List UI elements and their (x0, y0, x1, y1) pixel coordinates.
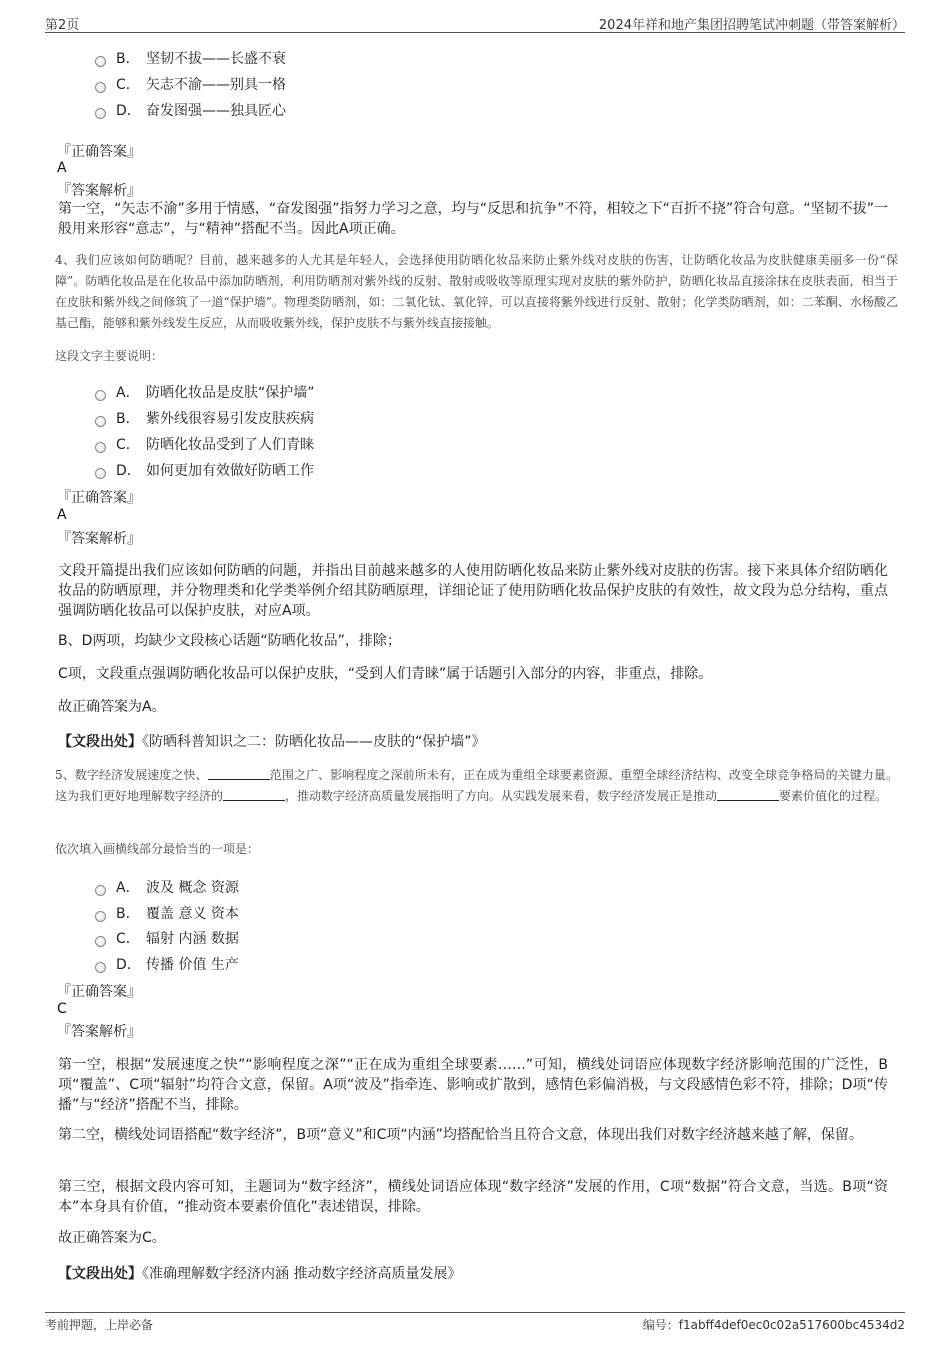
page-number: 第2页 (45, 18, 80, 33)
q3-option-c[interactable]: C． 矢志不渝——别具一格 (95, 74, 286, 94)
radio-icon[interactable] (95, 911, 106, 922)
q5-option-c[interactable]: C． 辐射 内涵 数据 (95, 928, 239, 948)
source-title: 《准确理解数字经济内涵 推动数字经济高质量发展》 (142, 1266, 462, 1282)
radio-icon[interactable] (95, 416, 106, 427)
radio-icon[interactable] (95, 390, 106, 401)
q5-stem: 5、数字经济发展速度之快、 范围之广、影响程度之深前所未有，正在成为重组全球要素资源、重塑全球经济结构、改变全球竞争格局的关键力量。这为我们更好地理解数字经济的 ，推动数字经济高质量发展指明了方向。从实践发展来看，数字经济发展正是推动 要素价值化的过程。 (55, 768, 898, 803)
q3-analysis: 第一空，“矢志不渝”多用于情感，“奋发图强”指努力学习之意，均与“反思和抗争”不符，相较之下“百折不挠”符合句意。“坚韧不拔”一般用来形容“意志”，与“精神”搭配不当。因此A项正确。 (58, 201, 888, 237)
radio-icon[interactable] (95, 936, 106, 947)
q4-analysis-1: 文段开篇提出我们应该如何防晒的问题，并指出目前越来越多的人使用防晒化妆品来防止紫外线对皮肤的伤害。接下来具体介绍防晒化妆品的防晒原理，并分物理类和化学类举例介绍其防晒原理，详细论证了使用防晒化妆品保护皮肤的有效性，故文段为总分结构，重点强调防晒化妆品可以保护皮肤，对应A项。 (58, 563, 888, 619)
q3-option-b[interactable]: B． 坚韧不拔——长盛不衰 (95, 48, 286, 68)
q4-analysis-2: B、D两项，均缺少文段核心话题“防晒化妆品”，排除； (58, 633, 401, 649)
fill-blank (223, 788, 285, 801)
footer-slogan: 考前押题，上岸必备 (45, 1318, 154, 1332)
q5-source (58, 1263, 461, 1283)
q4-option-b[interactable]: B． 紫外线很容易引发皮肤疾病 (95, 408, 314, 428)
q4-analysis-3: C项，文段重点强调防晒化妆品可以保护皮肤，“受到人们青睐”属于话题引入部分的内容，非重点，排除。 (58, 666, 713, 682)
source-tag: 【文段出处】 (58, 734, 142, 750)
q4-option-d[interactable]: D． 如何更加有效做好防晒工作 (95, 460, 314, 480)
q5-option-a[interactable]: A． 波及 概念 资源 (95, 877, 239, 897)
analysis-label: 『答案解析』 (57, 1024, 141, 1040)
radio-icon[interactable] (95, 82, 106, 93)
correct-answer-label: 『正确答案』 (57, 490, 141, 506)
q4-analysis-4: 故正确答案为A。 (58, 699, 166, 715)
radio-icon[interactable] (95, 885, 106, 896)
q5-analysis-2: 第二空，横线处词语搭配“数字经济”，B项“意义”和C项“内涵”均搭配恰当且符合文意，体现出我们对数字经济越来越了解，保留。 (58, 1127, 863, 1143)
radio-icon[interactable] (95, 108, 106, 119)
radio-icon[interactable] (95, 442, 106, 453)
q3-answer: A (57, 160, 67, 176)
source-title: 《防晒科普知识之二：防晒化妆品——皮肤的“保护墙”》 (142, 734, 486, 750)
q5-analysis-1: 第一空，根据“发展速度之快”“影响程度之深”“正在成为重组全球要素……”可知，横线处词语应体现数字经济影响范围的广泛性，B项“覆盖”、C项“辐射”均符合文意，保留。A项“波及”指牵连、影响或扩散到，感情色彩偏消极，与文段感情色彩不符，排除；D项“传播”与“经济”搭配不当，排除。 (58, 1057, 888, 1113)
q5-option-d[interactable]: D． 传播 价值 生产 (95, 954, 239, 974)
page-header (45, 10, 905, 33)
q4-prompt: 这段文字主要说明： (55, 349, 164, 363)
q5-answer: C (57, 1001, 67, 1017)
page-footer (45, 1312, 905, 1337)
analysis-label: 『答案解析』 (57, 531, 141, 547)
correct-answer-label: 『正确答案』 (57, 984, 141, 1000)
source-tag: 【文段出处】 (58, 1266, 142, 1282)
radio-icon[interactable] (95, 56, 106, 67)
fill-blank (717, 788, 779, 801)
document-id: 编号：f1abff4def0ec0c02a517600bc4534d2 (642, 1318, 905, 1332)
q5-prompt: 依次填入画横线部分最恰当的一项是： (55, 842, 260, 856)
q4-stem: 4、我们应该如何防晒呢？目前，越来越多的人尤其是年轻人，会选择使用防晒化妆品来防止紫外线对皮肤的伤害，让防晒化妆品为皮肤健康美丽多一份“保障”。防晒化妆品是在化妆品中添加防晒剂，利用防晒剂对紫外线的反射、散射或吸收等原理实现对皮肤的紫外防护，防晒化妆品直接涂抹在皮肤表面，相当于在皮肤和紫外线之间修筑了一道“保护墙”。物理类防晒剂，如：二氧化钛、氧化锌，可以直接将紫外线进行反射、散射；化学类防晒剂，如：二苯酮、水杨酸乙基己酯，能够和紫外线发生反应，从而吸收紫外线，保护皮肤不与紫外线直接接触。 (55, 253, 898, 330)
q5-option-b[interactable]: B． 覆盖 意义 资本 (95, 903, 239, 923)
q3-option-d[interactable]: D． 奋发图强——独具匠心 (95, 100, 286, 120)
q4-answer: A (57, 507, 67, 523)
q4-option-c[interactable]: C． 防晒化妆品受到了人们青睐 (95, 434, 314, 454)
analysis-label: 『答案解析』 (57, 183, 141, 199)
q5-analysis-4: 故正确答案为C。 (58, 1230, 166, 1246)
radio-icon[interactable] (95, 468, 106, 479)
radio-icon[interactable] (95, 962, 106, 973)
q4-option-a[interactable]: A． 防晒化妆品是皮肤“保护墙” (95, 382, 315, 402)
correct-answer-label: 『正确答案』 (57, 144, 141, 160)
q5-analysis-3: 第三空，根据文段内容可知，主题词为“数字经济”，横线处词语应体现“数字经济”发展的作用，C项“数据”符合文意，当选。B项“资本”本身具有价值，“推动资本要素价值化”表述错误，排除。 (58, 1179, 888, 1215)
fill-blank (208, 767, 270, 780)
q4-source (58, 731, 486, 751)
document-title: 2024年祥和地产集团招聘笔试冲刺题（带答案解析） (598, 18, 905, 33)
